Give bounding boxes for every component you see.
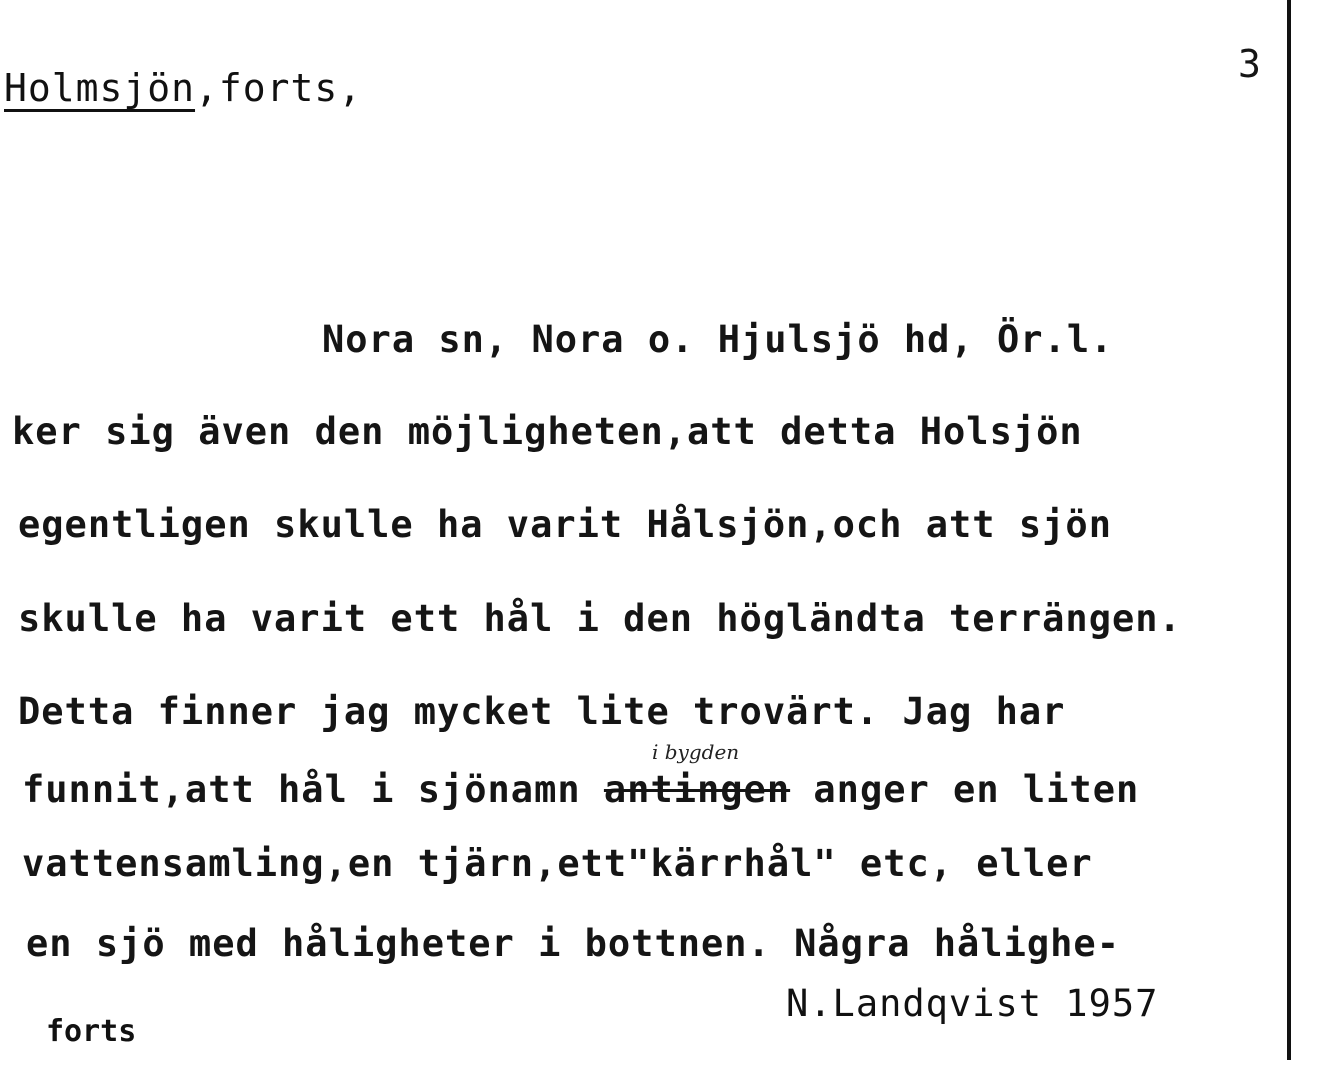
location-line: Nora sn, Nora o. Hjulsjö hd, Ör.l. xyxy=(322,318,1114,361)
signature: N.Landqvist 1957 xyxy=(786,982,1159,1025)
header-title xyxy=(4,66,362,110)
body-line-5-after: anger en liten xyxy=(790,768,1140,811)
footer-forts: forts xyxy=(46,1014,137,1049)
body-line-1: ker sig även den möjligheten,att detta Holsjön xyxy=(12,410,1083,453)
body-line-7: en sjö med håligheter i bottnen. Några hålighe- xyxy=(26,922,1120,965)
struck-word: antingen xyxy=(603,768,791,811)
page-number: 3 xyxy=(1238,42,1261,86)
place-name: Holmsjön xyxy=(4,66,196,110)
card-edge-line xyxy=(1287,0,1291,1060)
body-line-4: Detta finner jag mycket lite trovärt. Jag har xyxy=(18,690,1066,733)
body-line-5 xyxy=(22,768,1139,811)
body-line-2: egentligen skulle ha varit Hålsjön,och att sjön xyxy=(18,503,1112,546)
handwritten-insert: i bygden xyxy=(652,740,740,764)
body-line-3: skulle ha varit ett hål i den högländta terrängen. xyxy=(18,597,1182,640)
body-line-6: vattensamling,en tjärn,ett"kärrhål" etc, eller xyxy=(22,842,1093,885)
header-suffix: ,forts, xyxy=(195,66,363,110)
body-line-5-before: funnit,att hål i sjönamn xyxy=(22,768,604,811)
